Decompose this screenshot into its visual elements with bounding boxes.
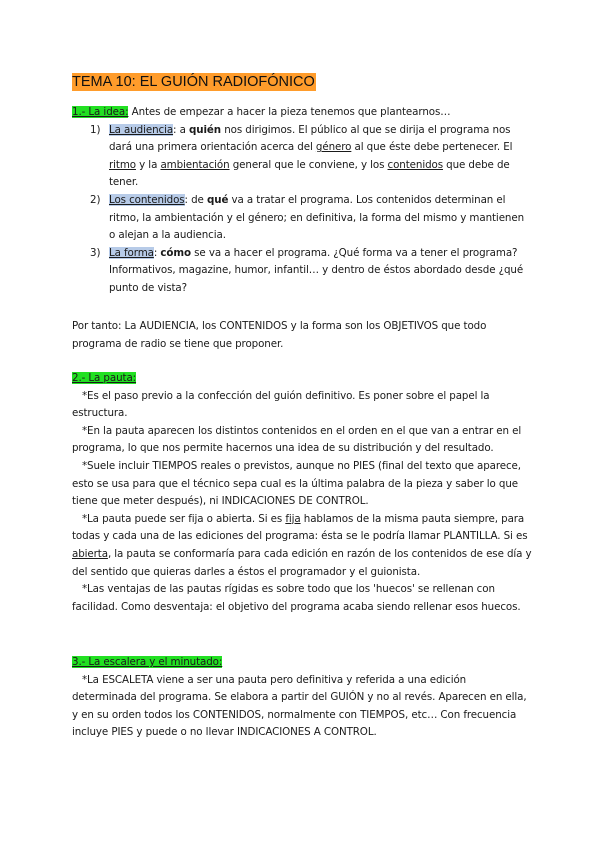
list-number: 2) [90, 193, 101, 206]
section-idea-intro [72, 104, 532, 122]
idea-list [72, 122, 532, 298]
underlined-term: género [315, 141, 352, 154]
list-item-label: Los contenidos [109, 193, 185, 206]
intro-text: Antes de empezar a hacer la pieza tenemos que plantearnos… [128, 106, 451, 118]
keyword: cómo [160, 246, 191, 259]
list-text: al que éste debe pertenecer. El [351, 141, 513, 154]
list-text: : de [184, 193, 207, 206]
paragraph [72, 511, 532, 581]
list-number: 3) [90, 246, 101, 259]
list-text: nos dirigimos. El público al que se dirija el programa nos dará una primera orientación acerca del [109, 123, 511, 154]
underlined-term: fija [285, 512, 301, 525]
paragraph: *Las ventajas de las pautas rígidas es sobre todo que los 'huecos' se rellenan con facilidad. Como desventaja: el objetivo del programa acaba siendo rellenar esos huecos. [72, 583, 521, 613]
section-escaleta [72, 654, 532, 742]
section-idea-heading: 1.- La idea: [72, 106, 129, 118]
section-idea [72, 104, 532, 298]
list-text: va a tratar el programa. Los contenidos determinan el ritmo, la ambientación y el género; en definitiva, la forma del mismo y mantienen o alejan a la audiencia. [109, 193, 525, 242]
list-text: y la [135, 158, 161, 171]
keyword: qué [206, 193, 229, 206]
list-item [72, 245, 532, 298]
list-item-label: La audiencia [109, 123, 174, 136]
paragraph-text: , la pauta se conformaría para cada edición en razón de los contenidos de ese día y del sentido que quieras darles a éstos el programador y el guionista. [72, 547, 532, 578]
list-item [72, 192, 532, 245]
underlined-term: ambientación [160, 158, 230, 171]
list-item-label: La forma [109, 246, 154, 259]
section-escaleta-heading: 3.- La escalera y el minutado: [72, 656, 223, 668]
underlined-term: contenidos [387, 158, 443, 171]
list-item [72, 122, 532, 192]
underlined-term: ritmo [109, 158, 136, 171]
paragraph-text: *La pauta puede ser fija o abierta. Si es [82, 512, 286, 525]
keyword: quién [188, 123, 222, 136]
list-text: que debe de tener. [109, 158, 510, 189]
paragraph: *Suele incluir TIEMPOS reales o previstos, aunque no PIES (final del texto que aparece, esto se usa para que el técnico sepa cual es la última palabra de la pieza y saber lo que tiene que meter después), ni INDICACIONES DE CONTROL. [72, 459, 521, 508]
section-pauta-heading: 2.- La pauta: [72, 372, 137, 384]
conclusion-paragraph: Por tanto: La AUDIENCIA, los CONTENIDOS y la forma son los OBJETIVOS que todo programa de radio se tiene que proponer. [72, 320, 487, 350]
list-number: 1) [90, 123, 101, 136]
list-text: : [153, 246, 161, 259]
list-text: general que le conviene, y los [229, 158, 388, 171]
list-text: se va a hacer el programa. ¿Qué forma va a tener el programa? Informativos, magazine, humor, infantil… y dentro de éstos abordado desde ¿qué punto de vista? [109, 246, 524, 294]
paragraph-text: hablamos de la misma pauta siempre, para todas y cada una de las ediciones del programa: ésta se le podría llamar PLANTILLA. Si es [72, 512, 528, 543]
paragraph: *Es el paso previo a la confección del guión definitivo. Es poner sobre el papel la estructura. [72, 389, 490, 420]
list-text: : a [173, 123, 189, 136]
paragraph: *En la pauta aparecen los distintos contenidos en el orden en el que van a entrar en el programa, lo que nos permite hacernos una idea de su distribución y del resultado. [72, 424, 522, 455]
paragraph: *La ESCALETA viene a ser una pauta pero definitiva y referida a una edición determinada del programa. Se elabora a partir del GUIÓN y no al revés. Aparecen en ella, y en su orden todos los CONTENIDOS, normalmente con TIEMPOS, etc… Con frecuencia incluye PIES y puede o no llevar INDICACIONES A CONTROL. [72, 673, 527, 739]
section-pauta [72, 370, 532, 616]
document-title: TEMA 10: EL GUIÓN RADIOFÓNICO [72, 74, 315, 90]
underlined-term: abierta [72, 547, 108, 560]
